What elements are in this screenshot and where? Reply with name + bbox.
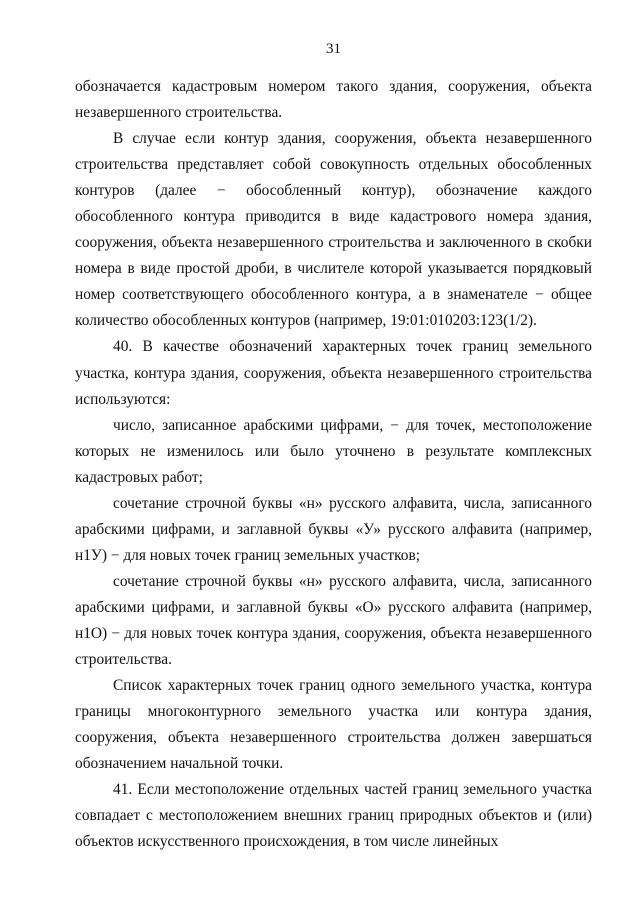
paragraph-number-notation: число, записанное арабскими цифрами, − для точек, местоположение которых не изменилось или было уточнено в результате комплексных кадастровых работ; — [75, 416, 592, 486]
paragraph-separate-contour: В случае если контур здания, сооружения, объекта незавершенного строительства представляет собой совокупность отдельных обособленных контуров (далее − обособленный контур), обозначение каждого обособленного контура приводится в виде кадастрового номера здания, сооружения, объекта незавершенного строительства и заключенного в скобки номера в виде простой дроби, в числителе которой указывается порядковый номер соответствующего обособленного контура, а в знаменателе − общее количество обособленных контуров (например, 19:01:010203:123(1/2). — [75, 130, 592, 330]
page-number: 31 — [326, 41, 341, 57]
paragraph-clause-41: 41. Если местоположение отдельных частей границ земельного участка совпадает с местоположением внешних границ природных объектов и (или) объектов искусственного происхождения, в том числе линейных — [75, 781, 592, 851]
document-body — [75, 74, 592, 855]
paragraph-n-u-notation: сочетание строчной буквы «н» русского алфавита, числа, записанного арабскими цифрами, и заглавной буквы «У» русского алфавита (например, н1У) − для новых точек границ земельных участков; — [75, 494, 592, 564]
paragraph-n-o-notation: сочетание строчной буквы «н» русского алфавита, числа, записанного арабскими цифрами, и заглавной буквы «О» русского алфавита (например, н1О) − для новых точек контура здания, сооружения, объекта незавершенного строительства. — [75, 572, 592, 669]
paragraph-point-list: Список характерных точек границ одного земельного участка, контура границы многоконтурного земельного участка или контура здания, сооружения, объекта незавершенного строительства должен завершаться обозначением начальной точки. — [75, 677, 592, 773]
paragraph-clause-40: 40. В качестве обозначений характерных точек границ земельного участка, контура здания, сооружения, объекта незавершенного строительства используются: — [75, 338, 592, 408]
paragraph-continuation: обозначается кадастровым номером такого здания, сооружения, объекта незавершенного строительства. — [75, 78, 592, 122]
